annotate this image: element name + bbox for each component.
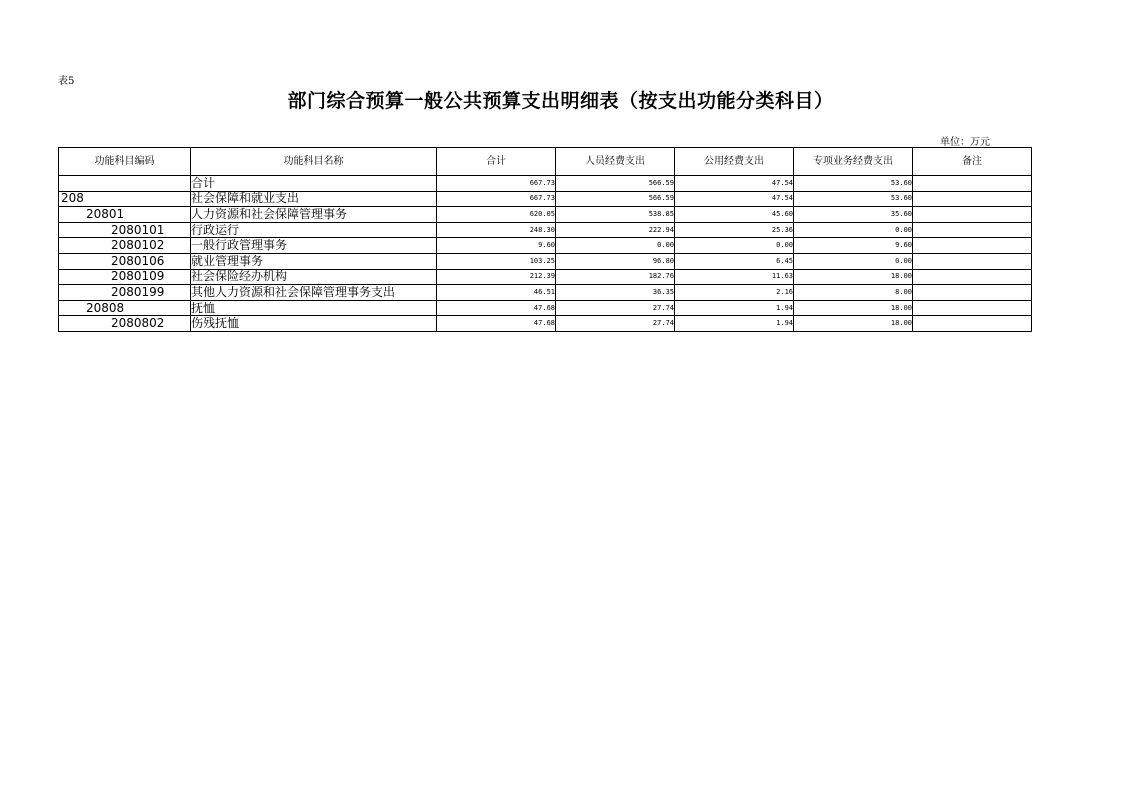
name-cell: 社会保障和就业支出 — [191, 191, 437, 207]
special-cell: 0.00 — [794, 222, 913, 238]
public-cell: 47.54 — [675, 176, 794, 192]
code-cell — [59, 176, 191, 192]
total-cell: 46.51 — [437, 285, 556, 301]
table-row — [59, 176, 1032, 192]
total-cell: 667.73 — [437, 176, 556, 192]
name-cell: 伤残抚恤 — [191, 316, 437, 332]
column-header-name: 功能科目名称 — [191, 148, 437, 176]
special-cell: 53.60 — [794, 176, 913, 192]
public-cell: 47.54 — [675, 191, 794, 207]
special-cell: 9.60 — [794, 238, 913, 254]
code-cell: 2080106 — [59, 253, 191, 269]
special-cell: 53.60 — [794, 191, 913, 207]
note-cell — [913, 176, 1032, 192]
table-row — [59, 207, 1032, 223]
total-cell: 212.39 — [437, 269, 556, 285]
special-cell: 0.00 — [794, 253, 913, 269]
personnel-cell: 27.74 — [556, 300, 675, 316]
total-cell: 667.73 — [437, 191, 556, 207]
note-cell — [913, 316, 1032, 332]
name-cell: 行政运行 — [191, 222, 437, 238]
personnel-cell: 27.74 — [556, 316, 675, 332]
public-cell: 1.94 — [675, 300, 794, 316]
code-cell: 208 — [59, 191, 191, 207]
table-row — [59, 253, 1032, 269]
table-row — [59, 300, 1032, 316]
public-cell: 11.63 — [675, 269, 794, 285]
personnel-cell: 182.76 — [556, 269, 675, 285]
code-cell: 2080199 — [59, 285, 191, 301]
special-cell: 18.00 — [794, 316, 913, 332]
code-cell: 20801 — [59, 207, 191, 223]
special-cell: 18.00 — [794, 269, 913, 285]
note-cell — [913, 238, 1032, 254]
code-cell: 2080101 — [59, 222, 191, 238]
total-cell: 103.25 — [437, 253, 556, 269]
code-cell: 2080102 — [59, 238, 191, 254]
table-row — [59, 222, 1032, 238]
note-cell — [913, 269, 1032, 285]
column-header-special: 专项业务经费支出 — [794, 148, 913, 176]
personnel-cell: 566.59 — [556, 191, 675, 207]
special-cell: 8.00 — [794, 285, 913, 301]
name-cell: 人力资源和社会保障管理事务 — [191, 207, 437, 223]
total-cell: 620.05 — [437, 207, 556, 223]
personnel-cell: 36.35 — [556, 285, 675, 301]
note-cell — [913, 222, 1032, 238]
code-cell: 2080802 — [59, 316, 191, 332]
column-header-personnel: 人员经费支出 — [556, 148, 675, 176]
table-row — [59, 285, 1032, 301]
name-cell: 一般行政管理事务 — [191, 238, 437, 254]
table-header-row — [59, 148, 1032, 176]
column-header-note: 备注 — [913, 148, 1032, 176]
public-cell: 0.00 — [675, 238, 794, 254]
personnel-cell: 538.85 — [556, 207, 675, 223]
code-cell: 2080109 — [59, 269, 191, 285]
column-header-total: 合计 — [437, 148, 556, 176]
personnel-cell: 566.59 — [556, 176, 675, 192]
table-number: 表5 — [58, 76, 75, 87]
name-cell: 合计 — [191, 176, 437, 192]
note-cell — [913, 300, 1032, 316]
table-row — [59, 269, 1032, 285]
public-cell: 2.16 — [675, 285, 794, 301]
unit-label: 单位：万元 — [940, 137, 990, 148]
personnel-cell: 0.00 — [556, 238, 675, 254]
special-cell: 18.00 — [794, 300, 913, 316]
name-cell: 社会保险经办机构 — [191, 269, 437, 285]
public-cell: 6.45 — [675, 253, 794, 269]
column-header-public: 公用经费支出 — [675, 148, 794, 176]
total-cell: 248.30 — [437, 222, 556, 238]
name-cell: 其他人力资源和社会保障管理事务支出 — [191, 285, 437, 301]
budget-table — [58, 147, 1032, 332]
name-cell: 抚恤 — [191, 300, 437, 316]
code-cell: 20808 — [59, 300, 191, 316]
public-cell: 1.94 — [675, 316, 794, 332]
note-cell — [913, 207, 1032, 223]
column-header-code: 功能科目编码 — [59, 148, 191, 176]
table-row — [59, 191, 1032, 207]
page-title: 部门综合预算一般公共预算支出明细表（按支出功能分类科目） — [287, 90, 834, 112]
total-cell: 9.60 — [437, 238, 556, 254]
personnel-cell: 96.80 — [556, 253, 675, 269]
public-cell: 45.60 — [675, 207, 794, 223]
table-row — [59, 316, 1032, 332]
table-row — [59, 238, 1032, 254]
total-cell: 47.68 — [437, 300, 556, 316]
public-cell: 25.36 — [675, 222, 794, 238]
note-cell — [913, 285, 1032, 301]
total-cell: 47.68 — [437, 316, 556, 332]
note-cell — [913, 191, 1032, 207]
note-cell — [913, 253, 1032, 269]
name-cell: 就业管理事务 — [191, 253, 437, 269]
special-cell: 35.60 — [794, 207, 913, 223]
table-body — [59, 176, 1032, 332]
personnel-cell: 222.94 — [556, 222, 675, 238]
